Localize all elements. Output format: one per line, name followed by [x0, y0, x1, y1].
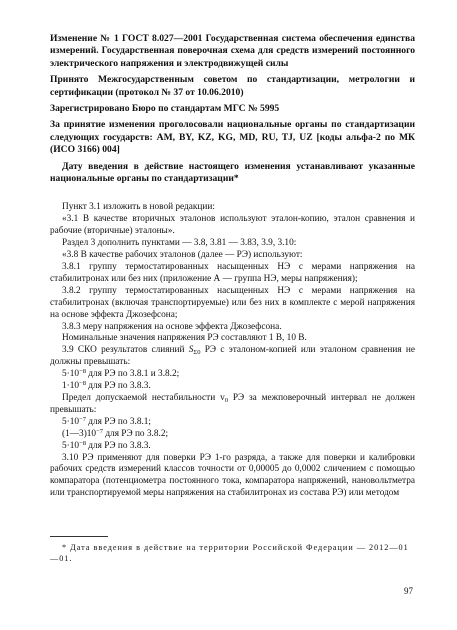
effective-date-note: Дату введения в действие настоящего изменения устанавливают указанные национальные органы по стандартизации* [50, 160, 415, 185]
paragraph-3-8-2: 3.8.2 группу термостатированных насыщенных НЭ с мерами напряжения на стабилитронах (включая транспортируемые) или без них в комплекте с мерой напряжения на основе эффекта Джозефсона; [50, 285, 415, 320]
limit-value: $5\cdot 10^{-8}$ для РЭ по 3.8.1 и 3.8.2; [62, 368, 180, 380]
paragraph-3-1-text: «3.1 В качестве вторичных эталонов используют эталон-копию, эталон сравнения и рабочие (вторичные) эталоны». [50, 214, 415, 237]
voting-note: За принятие изменения проголосовали национальные органы по стандартизации следующих государств: AM, BY, KZ, KG, MD, RU, TJ, UZ [коды альфа-2 по МК (ИСО 3166) 004] [50, 119, 415, 156]
paragraph-3-8: «3.8 В качестве рабочих эталонов (далее — РЭ) используют: [62, 250, 303, 261]
nominal-values: Номинальные значения напряжения РЭ составляют 1 В, 10 В. [62, 333, 307, 344]
instability-limit: Предел допускаемой нестабильности $v_0$ РЭ за межповерочный интервал не должен превышать: [50, 392, 415, 415]
page-number: 97 [404, 586, 413, 596]
paragraph-3-8-3: 3.8.3 меру напряжения на основе эффекта Джозефсона. [62, 321, 282, 332]
spacer [50, 192, 415, 202]
paragraph-3-9: 3.9 СКО результатов слияний $S_{\Sigma 0}$ РЭ с эталоном-копией или эталоном сравнения не должны превышать: [50, 345, 415, 368]
section-3-addition: Раздел 3 дополнить пунктами — 3.8, 3.81 — 3.83, 3.9, 3.10: [62, 238, 297, 249]
adoption-note: Принято Межгосударственным советом по стандартизации, метрологии и сертификации (протокол № 37 от 10.06.2010) [50, 74, 415, 98]
paragraph-3-1-intro: Пункт 3.1 изложить в новой редакции: [62, 202, 215, 213]
footnote: * Дата введения в действие на территории Российской Федерации — 2012—01—01. [50, 543, 409, 563]
limit-value: $5\cdot 10^{-8}$ для РЭ по 3.8.3. [62, 439, 151, 451]
amendment-title: Изменение № 1 ГОСТ 8.027—2001 Государственная система обеспечения единства измерений. Государственная поверочная схема для средств измерений постоянного электрического напряжения и электродвижущей силы [50, 33, 415, 69]
limit-value: $1\cdot 10^{-8}$ для РЭ по 3.8.3. [62, 380, 151, 392]
limit-value: $5\cdot 10^{-7}$ для РЭ по 3.8.1; [62, 415, 152, 427]
paragraph-3-8-1: 3.8.1 группу термостатированных насыщенных НЭ с мерами напряжения на стабилитронах или без них (приложение А — группа НЭ, меры напряжения); [50, 262, 415, 284]
paragraph-3-10: 3.10 РЭ применяют для поверки РЭ 1-го разряда, а также для поверки и калибровки рабочих средств измерений классов точности от 0,00005 до 0,0002 сличением с помощью компаратора (потенциометра постоянного тока, компаратора напряжений, нановольтметра или транспортируемой меры напряжения на стабилитронах из состава РЭ) или методом [50, 452, 415, 499]
limit-value: $(1—3)10^{-7}$ для РЭ по 3.8.2; [62, 427, 169, 439]
registration-note: Зарегистрировано Бюро по стандартам МГС № 5995 [50, 103, 280, 115]
footnote-divider [50, 536, 108, 537]
